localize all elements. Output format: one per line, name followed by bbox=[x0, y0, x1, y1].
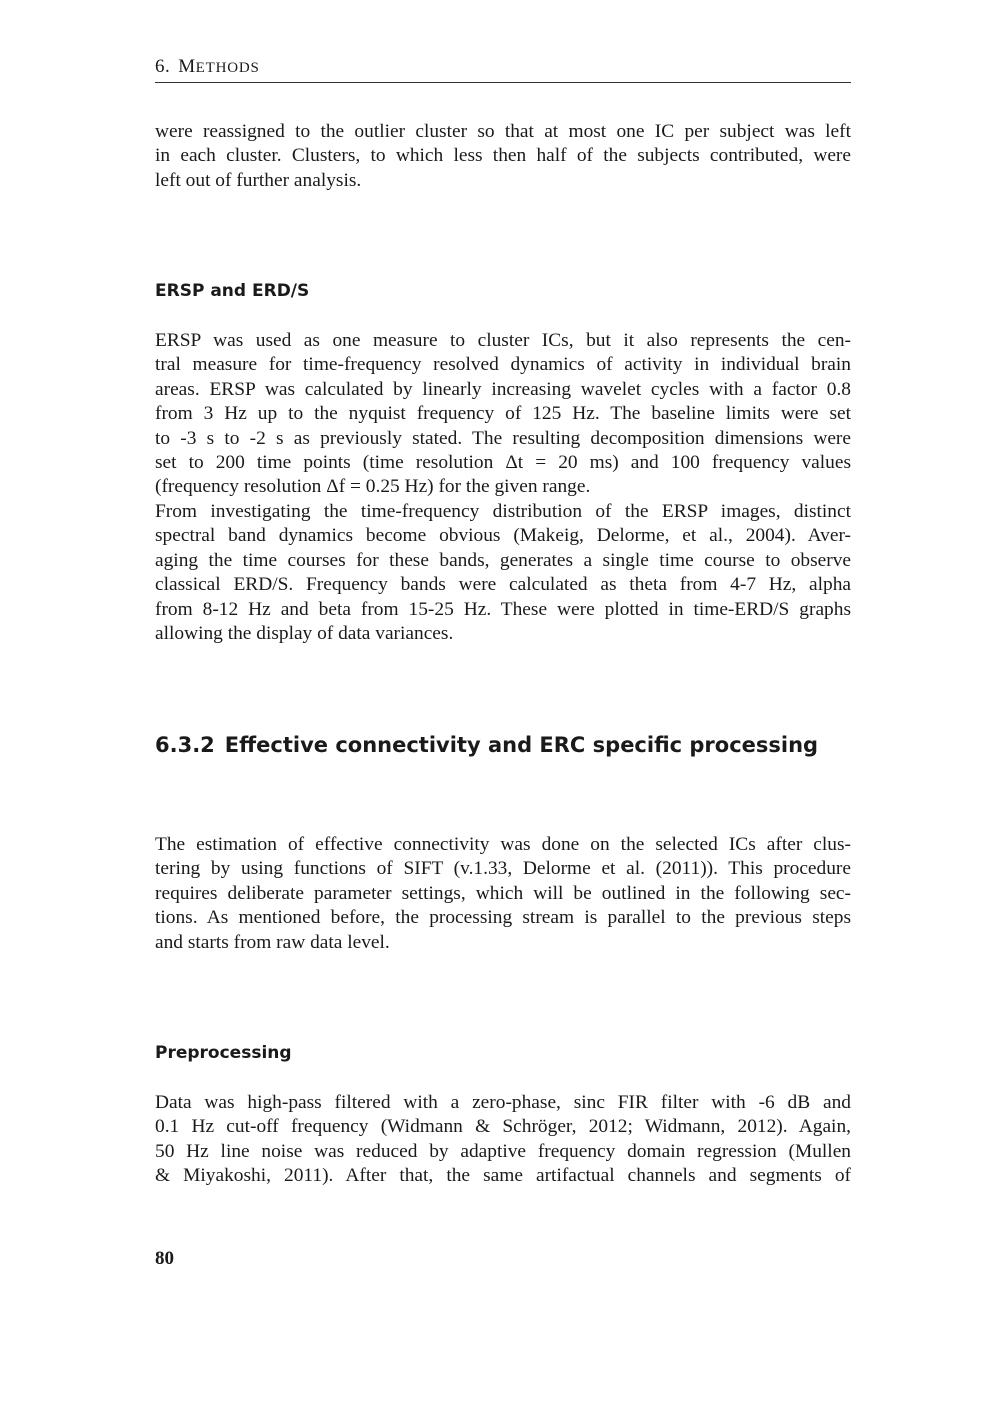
text-line: left out of further analysis. bbox=[155, 169, 362, 191]
text-line: allowing the display of data variances. bbox=[155, 623, 454, 645]
text-line: tral measure for time-frequency resolved dynamics of activity in individual brain bbox=[155, 354, 851, 376]
text-line: From investigating the time-frequency distribution of the ERSP images, distinct bbox=[155, 501, 851, 522]
text-line: 0.1 Hz cut-off frequency (Widmann & Schröger, 2012; Widmann, 2012). Again, bbox=[155, 1116, 851, 1138]
text-line: from 3 Hz up to the nyquist frequency of 125 Hz. The baseline limits were set bbox=[155, 403, 851, 425]
text-line: classical ERD/S. Frequency bands were calculated as theta from 4-7 Hz, alpha bbox=[155, 574, 851, 596]
text-line: from 8-12 Hz and beta from 15-25 Hz. These were plotted in time-ERD/S graphs bbox=[155, 598, 851, 620]
text-line: 50 Hz line noise was reduced by adaptive frequency domain regression (Mullen bbox=[155, 1140, 851, 1162]
text-line: Data was high-pass filtered with a zero-phase, sinc FIR filter with -6 dB and bbox=[155, 1092, 851, 1113]
section-title: Effective connectivity and ERC specific processing bbox=[224, 733, 819, 757]
text-line: (frequency resolution Δf = 0.25 Hz) for the given range. bbox=[155, 476, 591, 498]
subheading-ersp: ERSP and ERD/S bbox=[155, 281, 310, 301]
text-line: in each cluster. Clusters, to which less then half of the subjects contributed, were bbox=[155, 145, 851, 167]
paragraph-preprocessing bbox=[155, 1091, 851, 1189]
text-line: & Miyakoshi, 2011). After that, the same artifactual channels and segments of bbox=[155, 1165, 851, 1187]
paragraph-ersp bbox=[155, 329, 851, 500]
text-line: and starts from raw data level. bbox=[155, 931, 390, 953]
paragraph-effective-connectivity bbox=[155, 833, 851, 955]
text-line: tering by using functions of SIFT (v.1.33, Delorme et al. (2011)). This procedure bbox=[155, 858, 851, 880]
text-line: ERSP was used as one measure to cluster ICs, but it also represents the cen- bbox=[155, 330, 851, 351]
text-line: areas. ERSP was calculated by linearly increasing wavelet cycles with a factor 0.8 bbox=[155, 378, 851, 400]
text-line: spectral band dynamics become obvious (Makeig, Delorme, et al., 2004). Aver- bbox=[155, 525, 851, 547]
text-line: were reassigned to the outlier cluster so that at most one IC per subject was left bbox=[155, 121, 851, 142]
text-line: aging the time courses for these bands, generates a single time course to observe bbox=[155, 549, 851, 571]
page-number: 80 bbox=[155, 1248, 174, 1269]
chapter-title-initial: M bbox=[178, 56, 196, 77]
text-line: set to 200 time points (time resolution Δt = 20 ms) and 100 frequency values bbox=[155, 452, 851, 474]
section-heading-effective-connectivity bbox=[155, 733, 818, 757]
running-head bbox=[155, 56, 851, 83]
text-line: requires deliberate parameter settings, which will be outlined in the following sec- bbox=[155, 882, 851, 904]
text-line: The estimation of effective connectivity was done on the selected ICs after clus- bbox=[155, 834, 851, 855]
text-line: to -3 s to -2 s as previously stated. The resulting decomposition dimensions were bbox=[155, 427, 851, 449]
subheading-preprocessing: Preprocessing bbox=[155, 1043, 292, 1063]
chapter-number: 6. bbox=[155, 56, 171, 77]
text-line: tions. As mentioned before, the processing stream is parallel to the previous steps bbox=[155, 907, 851, 929]
paragraph-band-dynamics bbox=[155, 500, 851, 646]
paragraph-outlier-cluster bbox=[155, 120, 851, 193]
chapter-title-rest: ETHODS bbox=[195, 60, 260, 76]
section-number: 6.3.2 bbox=[155, 733, 215, 757]
